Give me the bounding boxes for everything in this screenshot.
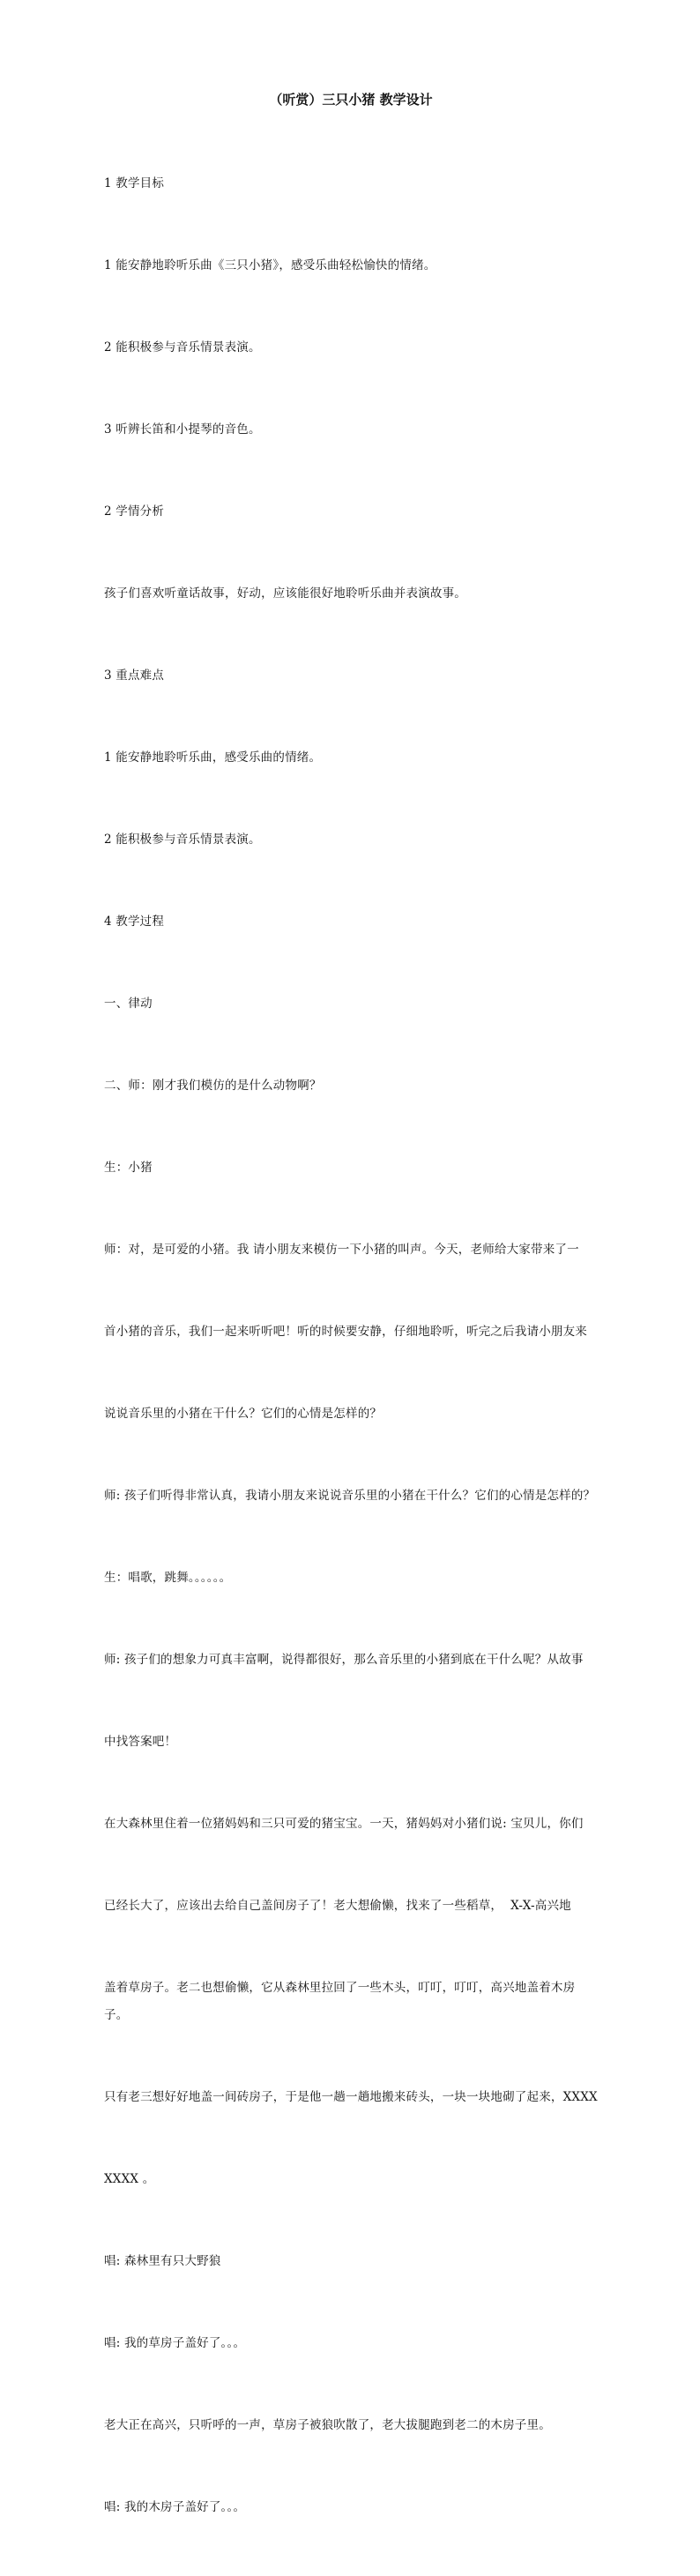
paragraph-line: 生：唱歌，跳舞。。。。。。 bbox=[104, 1571, 232, 1585]
document-body bbox=[104, 116, 598, 2576]
paragraph-line: 师: 孩子们的想象力可真丰富啊，说得都很好，那么音乐里的小猪到底在干什么呢？从故事 bbox=[104, 1653, 584, 1667]
paragraph-line: 1 教学目标 bbox=[104, 176, 165, 190]
paragraph-line: 盖着草房子。老二也想偷懒，它从森林里拉回了一些木头，叮叮，叮叮，高兴地盖着木房子。 bbox=[104, 1981, 576, 2022]
paragraph-line: 在大森林里住着一位猪妈妈和三只可爱的猪宝宝。一天，猪妈妈对小猪们说: 宝贝儿，你们 bbox=[104, 1817, 584, 1831]
paragraph-line: 4 教学过程 bbox=[104, 915, 165, 929]
paragraph-line: 唱: 森林里有只大野狼 bbox=[104, 2254, 221, 2268]
paragraph-line: 1 能安静地聆听乐曲《三只小猪》，感受乐曲轻松愉快的情绪。 bbox=[104, 258, 436, 273]
document-page bbox=[104, 89, 598, 2576]
paragraph-line: 说说音乐里的小猪在干什么？它们的心情是怎样的？ bbox=[104, 1407, 383, 1421]
document-title: （听赏）三只小猪 教学设计 bbox=[269, 92, 433, 108]
paragraph-line: 唱: 我的草房子盖好了。。。 bbox=[104, 2336, 246, 2350]
paragraph-line: 老大正在高兴，只听呼的一声，草房子被狼吹散了，老大拔腿跑到老二的木房子里。 bbox=[104, 2418, 551, 2432]
paragraph-line: 3 重点难点 bbox=[104, 668, 165, 683]
paragraph-line: 孩子们喜欢听童话故事，好动，应该能很好地聆听乐曲并表演故事。 bbox=[104, 586, 466, 601]
paragraph-line: 2 能积极参与音乐情景表演。 bbox=[104, 340, 261, 355]
paragraph-line: XXXX 。 bbox=[104, 2172, 155, 2186]
paragraph-line: 首小猪的音乐，我们一起来听听吧！听的时候要安静，仔细地聆听，听完之后我请小朋友来 bbox=[104, 1325, 587, 1339]
paragraph-line: 师: 孩子们听得非常认真，我请小朋友来说说音乐里的小猪在干什么？它们的心情是怎样的？ bbox=[104, 1489, 596, 1503]
paragraph-line: 1 能安静地聆听乐曲，感受乐曲的情绪。 bbox=[104, 750, 322, 765]
paragraph-line: 3 听辨长笛和小提琴的音色。 bbox=[104, 422, 261, 437]
paragraph-line: 只有老三想好好地盖一间砖房子，于是他一趟一趟地搬来砖头，一块一块地砌了起来，XXXX bbox=[104, 2090, 598, 2104]
paragraph-line: 一、律动 bbox=[104, 997, 153, 1011]
paragraph-line: 中找答案吧！ bbox=[104, 1735, 177, 1749]
paragraph-line: 生：小猪 bbox=[104, 1161, 153, 1175]
paragraph-line: 唱: 我的木房子盖好了。。。 bbox=[104, 2500, 246, 2514]
paragraph-line: 2 学情分析 bbox=[104, 504, 165, 519]
paragraph-line: 师：对，是可爱的小猪。我 请小朋友来模仿一下小猪的叫声。今天，老师给大家带来了一 bbox=[104, 1243, 579, 1257]
paragraph-line: 二、师：刚才我们模仿的是什么动物啊？ bbox=[104, 1079, 322, 1093]
paragraph-line: 2 能积极参与音乐情景表演。 bbox=[104, 833, 261, 847]
paragraph-line: 已经长大了，应该出去给自己盖间房子了！老大想偷懒，找来了一些稻草， X-X-高兴地 bbox=[104, 1899, 571, 1913]
